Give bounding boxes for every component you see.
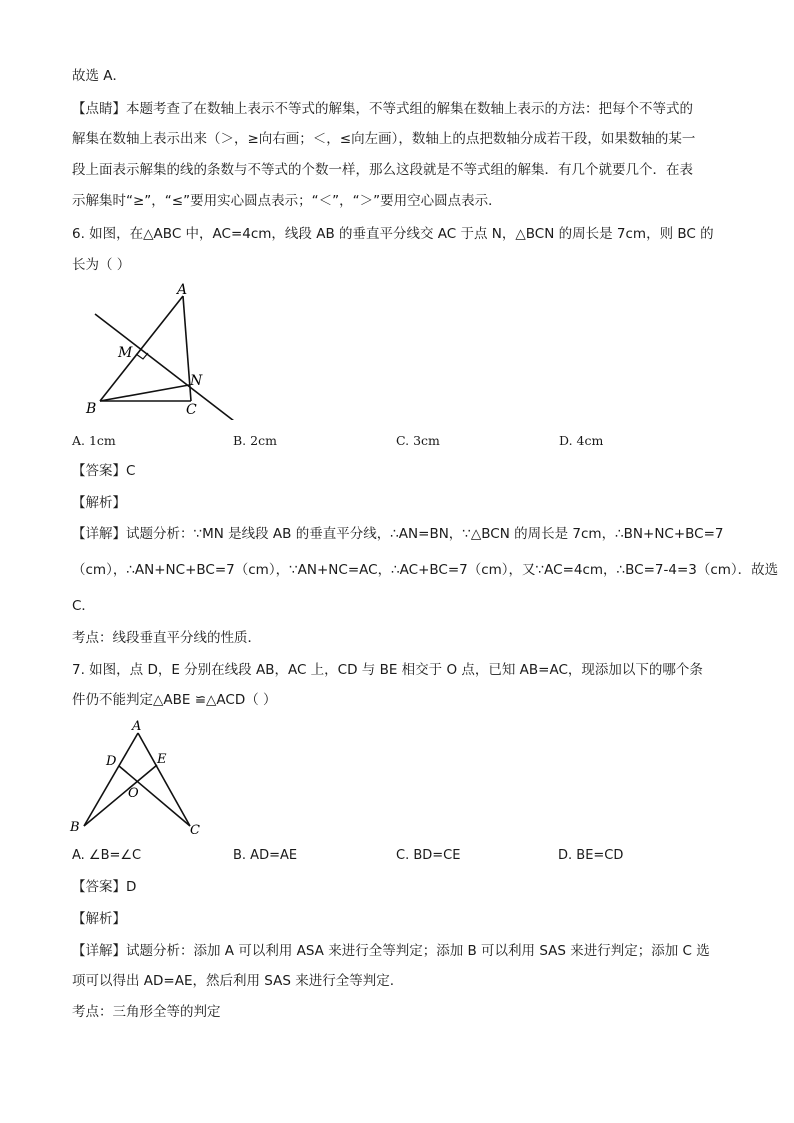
q7-answer-tag: 【答案】 xyxy=(72,879,126,895)
final-answer-text: 故选 A． xyxy=(72,68,127,84)
q7-kaodian: 考点：三角形全等的判定 xyxy=(72,1004,221,1020)
q6-kaodian: 考点：线段垂直平分线的性质． xyxy=(72,630,261,646)
q7-answer-value: D xyxy=(126,879,137,895)
comment-line-1 xyxy=(72,99,693,119)
q7-detail-line-2: 项可以得出 AD=AE，然后利用 SAS 来进行全等判定. xyxy=(72,973,394,989)
q6-detail-line-1 xyxy=(72,524,724,544)
comment-line-4: 示解集时“≥”，“≤”要用实心圆点表示；“＜”，“＞”要用空心圆点表示． xyxy=(72,193,502,209)
q6-detail-text-1: 试题分析：∵MN 是线段 AB 的垂直平分线，∴AN=BN，∵△BCN 的周长是 7cm，∴BN+NC+BC=7 xyxy=(126,526,724,542)
q6-detail-line-3: C． xyxy=(72,598,95,614)
q6-label-n: N xyxy=(190,373,203,389)
q6-detail-line-2: （cm），∴AN+NC+BC=7（cm），∵AN+NC=AC，∴AC+BC=7（cm），又∵AC=4cm，∴BC=7-4=3（cm）．故选 xyxy=(72,562,779,578)
comment-text-1: 本题考查了在数轴上表示不等式的解集，不等式组的解集在数轴上表示的方法：把每个不等式的 xyxy=(126,101,693,117)
q6-answer-line xyxy=(72,461,135,481)
q6-option-a: A. 1cm xyxy=(72,433,116,448)
q7-option-b: B. AD=AE xyxy=(233,848,298,863)
q6-label-b: B xyxy=(86,401,97,417)
q7-label-e: E xyxy=(157,752,167,767)
q6-segment-bn xyxy=(100,385,189,401)
q6-answer-tag: 【答案】 xyxy=(72,463,126,479)
q7-label-a: A xyxy=(132,719,142,734)
q7-detail-line-1 xyxy=(72,941,710,961)
q7-option-c: C. BD=CE xyxy=(396,848,461,863)
q7-analysis-tag: 【解析】 xyxy=(72,911,126,927)
q6-label-c: C xyxy=(186,402,197,418)
q6-label-m: M xyxy=(118,345,133,361)
q7-label-c: C xyxy=(190,823,200,838)
q6-figure xyxy=(80,280,240,420)
q7-label-o: O xyxy=(128,786,139,801)
comment-line-2: 解集在数轴上表示出来（＞，≥向右画；＜，≤向左画），数轴上的点把数轴分成若干段，如果数轴的某一 xyxy=(72,131,696,147)
q6-option-b: B. 2cm xyxy=(233,433,277,448)
q7-detail-tag: 【详解】 xyxy=(72,943,126,959)
q6-analysis-tag: 【解析】 xyxy=(72,495,126,511)
q7-label-d: D xyxy=(106,754,117,769)
q6-segment-ab xyxy=(100,296,183,401)
q7-stem-line-2: 件仍不能判定△ABE ≌△ACD（ ） xyxy=(72,692,277,708)
comment-line-3: 段上面表示解集的线的条数与不等式的个数一样，那么这段就是不等式组的解集．有几个就要几个．在表 xyxy=(72,162,693,178)
q7-segment-ac xyxy=(138,733,190,826)
q6-option-c: C. 3cm xyxy=(396,433,440,448)
q7-detail-text-1: 试题分析：添加 A 可以利用 ASA 来进行全等判定；添加 B 可以利用 SAS 来进行判定；添加 C 选 xyxy=(126,943,710,959)
q7-figure xyxy=(66,715,208,840)
q7-segment-be xyxy=(84,765,157,826)
q6-option-d: D. 4cm xyxy=(559,433,604,448)
comment-tag: 【点睛】 xyxy=(72,101,126,117)
q6-stem-line-2: 长为（ ） xyxy=(72,257,131,273)
q6-stem-line-1: 6. 如图，在△ABC 中，AC=4cm，线段 AB 的垂直平分线交 AC 于点 N，△BCN 的周长是 7cm，则 BC 的 xyxy=(72,226,714,242)
q7-option-a: A. ∠B=∠C xyxy=(72,848,142,863)
q6-perpendicular-bisector-line xyxy=(95,314,234,420)
q7-answer-line xyxy=(72,877,136,897)
q7-segment-ab xyxy=(84,733,138,826)
q6-label-a: A xyxy=(177,282,188,298)
q6-answer-value: C xyxy=(126,463,136,479)
q7-stem-line-1: 7. 如图，点 D，E 分别在线段 AB，AC 上，CD 与 BE 相交于 O 点，已知 AB=AC，现添加以下的哪个条 xyxy=(72,662,703,678)
q7-label-b: B xyxy=(70,820,80,835)
q6-detail-tag: 【详解】 xyxy=(72,526,126,542)
q7-option-d: D. BE=CD xyxy=(558,848,624,863)
